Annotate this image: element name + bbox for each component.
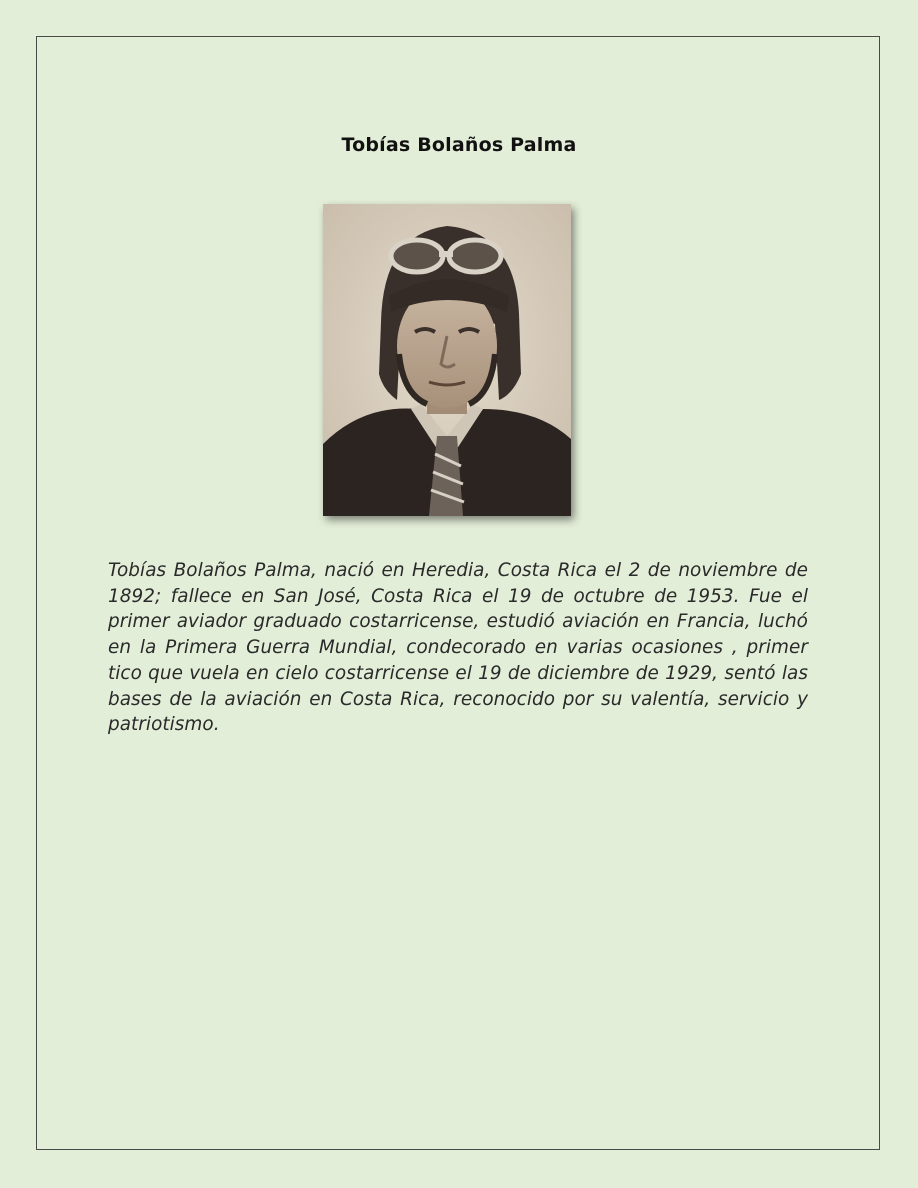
page-title: Tobías Bolaños Palma [341,134,577,156]
portrait-photo [323,204,571,516]
biography-paragraph: Tobías Bolaños Palma, nació en Heredia, Costa Rica el 2 de noviembre de 1892; fallece en San José, Costa Rica el 19 de octubre de 1953. Fue el primer aviador graduado costarricense, estudió aviación en Francia, luchó en la Primera Guerra Mundial, condecorado en varias ocasiones , primer tico que vuela en cielo costarricense el 19 de diciembre de 1929, sentó las bases de la aviación en Costa Rica, reconocido por su valentía, servicio y patriotismo. [108,560,808,736]
